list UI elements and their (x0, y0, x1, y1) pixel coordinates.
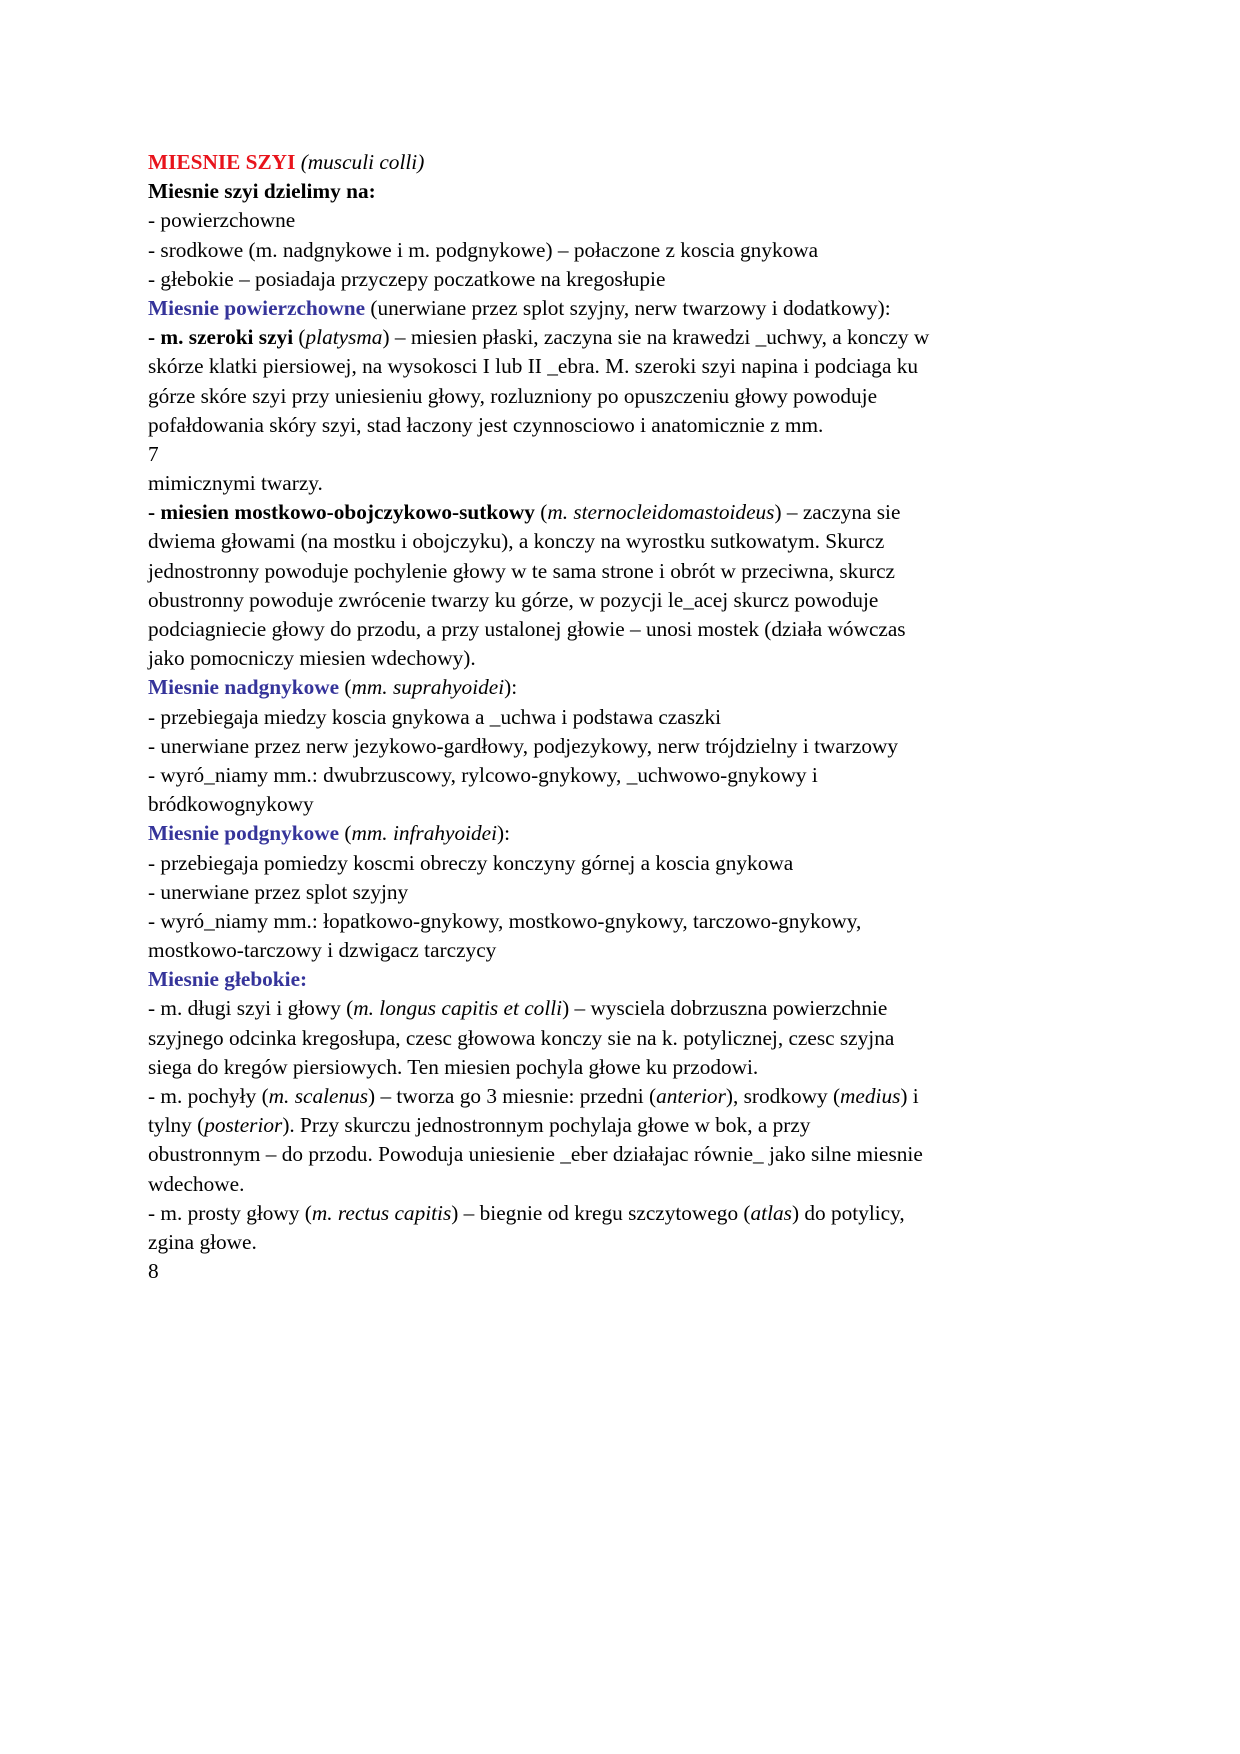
scalenus-line (148, 1082, 1108, 1111)
list-item: - wyró_niamy mm.: dwubrzuscowy, rylcowo-gnykowy, _uchwowo-gnykowy i (148, 762, 818, 787)
longus-line (148, 994, 1108, 1023)
latin-name: mm. suprahyoidei (351, 675, 505, 700)
document-title: MIESNIE SZYI (148, 150, 296, 174)
list-item: mostkowo-tarczowy i dzwigacz tarczycy (148, 938, 497, 963)
paragraph-line: obustronny powoduje zwrócenie twarzy ku górze, w pozycji le_acej skurcz powoduje (148, 587, 879, 612)
division-item: - powierzchowne (148, 208, 296, 233)
latin-name: posterior (204, 1113, 283, 1138)
tylny-line (148, 1111, 1108, 1140)
division-item: - głebokie – posiadaja przyczepy poczatkowe na kregosłupie (148, 266, 666, 291)
section-heading: Miesnie podgnykowe (148, 821, 340, 846)
paragraph-line: górze skóre szyi przy uniesieniu głowy, rozluzniony po opuszczeniu głowy powoduje (148, 383, 878, 408)
list-item: bródkowognykowy (148, 792, 314, 817)
suprahyoid-heading-line: Miesnie nadgnykowe (mm. suprahyoidei): (148, 675, 518, 700)
muscle-name: - m. szeroki szyi (148, 325, 294, 350)
paragraph-line: podciagniecie głowy do przodu, a przy ustalonej głowie – unosi mostek (działa wówczas (148, 617, 906, 641)
text-fragment: - m. prosty głowy ( (148, 1200, 312, 1225)
list-item: - unerwiane przez splot szyjny (148, 879, 409, 904)
infrahyoid-heading-line: Miesnie podgnykowe (mm. infrahyoidei): (148, 821, 511, 846)
paragraph-line: obustronnym – do przodu. Powoduja uniesienie _eber działajac równie_ jako silne miesnie (148, 1142, 923, 1167)
section-heading: Miesnie głebokie: (148, 967, 308, 992)
text-fragment: ), srodkowy ( (725, 1084, 841, 1108)
paragraph-line: jednostronny powoduje pochylenie głowy w te sama strone i obrót w przeciwna, skurcz (148, 558, 895, 583)
section-heading: Miesnie nadgnykowe (148, 675, 340, 700)
list-item: - przebiegaja miedzy koscia gnykowa a _uchwa i podstawa czaszki (148, 704, 722, 729)
document-body (148, 148, 1108, 1286)
document-title-latin: (musculi colli) (300, 150, 425, 174)
rectus-line (148, 1199, 1108, 1228)
latin-name: m. scalenus (268, 1084, 369, 1108)
platysma-line: - m. szeroki szyi (platysma) – miesien płaski, zaczyna sie na krawedzi _uchwy, a konczy w (148, 325, 930, 350)
text-fragment: ) do potylicy, (791, 1200, 905, 1225)
text-fragment: ) – miesien płaski, zaczyna sie na krawedzi _uchwy, a konczy w (382, 325, 930, 350)
text-fragment: - m. pochyły ( (148, 1084, 269, 1108)
section-heading-note: (unerwiane przez splot szyjny, nerw twarzowy i dodatkowy): (365, 295, 891, 320)
latin-name: m. rectus capitis (311, 1200, 452, 1225)
latin-name: m. longus capitis et colli (353, 996, 563, 1021)
paragraph-line: jako pomocniczy miesien wdechowy). (148, 646, 476, 671)
latin-name: platysma (305, 325, 383, 350)
paragraph-line: siega do kregów piersiowych. Ten miesien pochyla głowe ku przodowi. (148, 1054, 759, 1079)
text-fragment: ) – tworza go 3 miesnie: przedni ( (368, 1084, 657, 1108)
text-fragment: ) i (900, 1084, 919, 1108)
text-fragment: ). Przy skurczu jednostronnym pochylaja głowe w bok, a przy (282, 1113, 811, 1138)
paragraph-line: zgina głowe. (148, 1229, 257, 1254)
latin-name: atlas (750, 1200, 792, 1225)
superficial-heading-line (148, 294, 1108, 323)
list-item: - przebiegaja pomiedzy koscmi obreczy konczyny górnej a koscia gnykowa (148, 850, 794, 875)
paragraph-line: mimicznymi twarzy. (148, 471, 323, 496)
muscle-name: - miesien mostkowo-obojczykowo-sutkowy (148, 500, 535, 525)
latin-name: mm. infrahyoidei (351, 821, 498, 846)
document-title-line (148, 148, 1108, 177)
paragraph-line: pofałdowania skóry szyi, stad łaczony jest czynnosciowo i anatomicznie z mm. (148, 412, 824, 437)
list-item: - wyró_niamy mm.: łopatkowo-gnykowy, mostkowo-gnykowy, tarczowo-gnykowy, (148, 908, 862, 933)
paragraph-line: szyjnego odcinka kregosłupa, czesc głowowa konczy sie na k. potylicznej, czesc szyjna (148, 1025, 895, 1050)
paragraph-line: wdechowe. (148, 1171, 245, 1196)
intro-line: Miesnie szyi dzielimy na: (148, 179, 376, 204)
division-item: - srodkowe (m. nadgnykowe i m. podgnykowe) – połaczone z koscia gnykowa (148, 237, 819, 262)
page-number: 7 (148, 441, 159, 466)
list-item: - unerwiane przez nerw jezykowo-gardłowy, podjezykowy, nerw trójdzielny i twarzowy (148, 733, 899, 758)
scm-line: - miesien mostkowo-obojczykowo-sutkowy (m. sternocleidomastoideus) – zaczyna sie (148, 500, 901, 525)
latin-name: anterior (656, 1084, 726, 1108)
text-fragment: ) – biegnie od kregu szczytowego ( (451, 1200, 751, 1225)
text-fragment: - m. długi szyi i głowy ( (148, 996, 354, 1021)
text-fragment: tylny ( (148, 1113, 205, 1138)
deep-heading-line (148, 965, 1108, 994)
paragraph-line: dwiema głowami (na mostku i obojczyku), a konczy na wyrostku sutkowatym. Skurcz (148, 529, 885, 554)
paragraph-line: skórze klatki piersiowej, na wysokosci I lub II _ebra. M. szeroki szyi napina i podciaga ku (148, 354, 919, 379)
page-number: 8 (148, 1259, 159, 1284)
latin-name: medius (840, 1084, 901, 1108)
latin-name: m. sternocleidomastoideus (547, 500, 775, 525)
text-fragment: ) – zaczyna sie (774, 500, 901, 525)
text-fragment: ) – wysciela dobrzuszna powierzchnie (562, 996, 888, 1021)
section-heading: Miesnie powierzchowne (148, 295, 366, 320)
